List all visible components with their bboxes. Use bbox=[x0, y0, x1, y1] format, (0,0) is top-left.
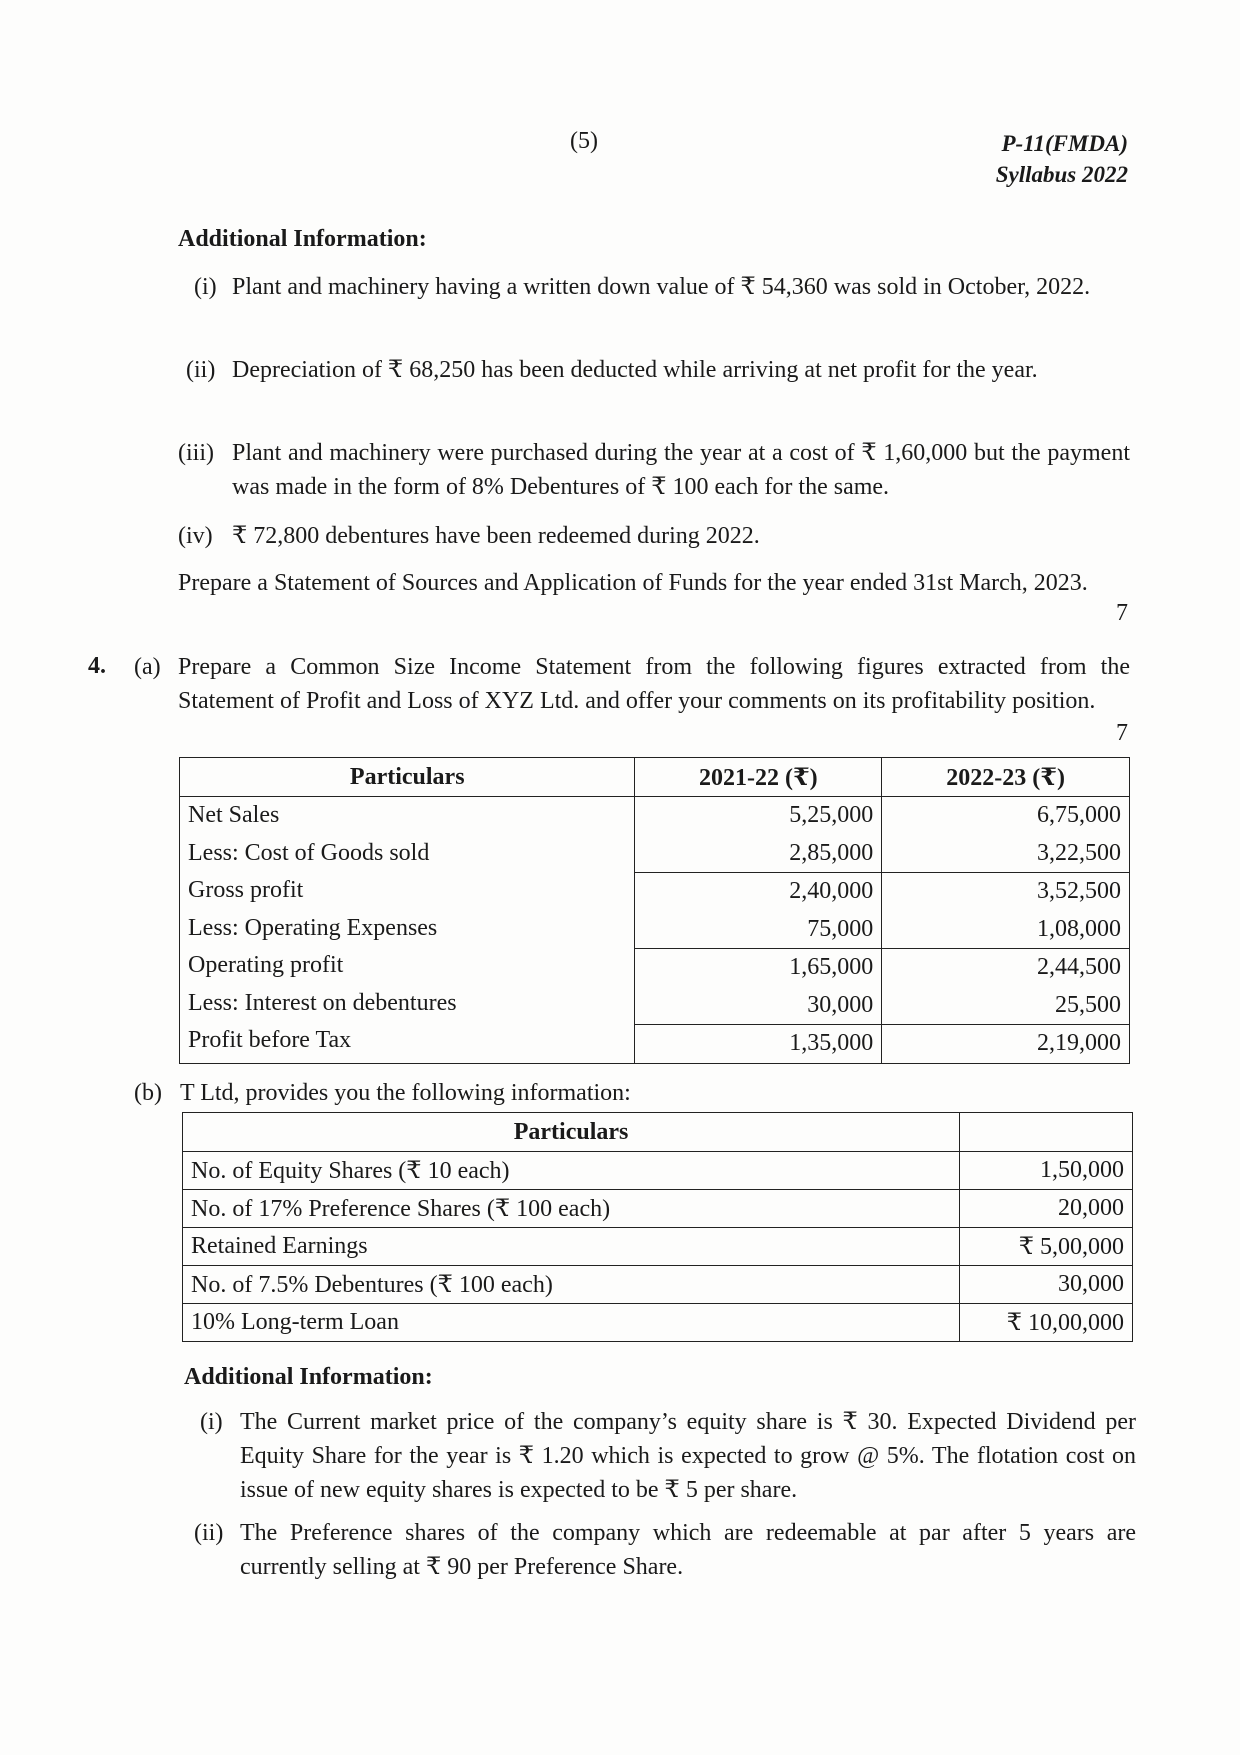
table-row bbox=[183, 1152, 1133, 1190]
info-item-b2 bbox=[194, 1516, 1136, 1586]
value: 2,40,000 bbox=[789, 878, 874, 904]
part-b-label: (b) bbox=[134, 1080, 162, 1106]
row-label: No. of 17% Preference Shares (₹ 100 each) bbox=[183, 1190, 960, 1228]
row-value: 20,000 bbox=[960, 1190, 1133, 1228]
value: 1,65,000 bbox=[789, 954, 874, 980]
table-row bbox=[183, 1266, 1133, 1304]
row-label: Retained Earnings bbox=[183, 1228, 960, 1266]
value: 25,500 bbox=[1055, 991, 1121, 1018]
header-particulars: Particulars bbox=[183, 1113, 960, 1152]
additional-info-heading-b: Additional Information: bbox=[184, 1364, 433, 1390]
value-cell bbox=[635, 1025, 882, 1064]
row-label: Less: Operating Expenses bbox=[188, 914, 438, 941]
value-cell bbox=[635, 797, 882, 873]
row-label: Less: Cost of Goods sold bbox=[188, 839, 430, 866]
info-item-label: (iii) bbox=[178, 440, 214, 466]
value: 5,25,000 bbox=[789, 802, 874, 828]
header-2021-22: 2021-22 (₹) bbox=[635, 758, 882, 797]
value-cell bbox=[882, 1025, 1130, 1064]
row-label: Net Sales bbox=[188, 802, 280, 828]
particulars-column bbox=[180, 797, 635, 1064]
header-value bbox=[960, 1113, 1133, 1152]
paper-code-block bbox=[996, 128, 1128, 190]
value: 2,85,000 bbox=[789, 839, 874, 866]
part-a-label: (a) bbox=[134, 654, 161, 680]
info-item-b1 bbox=[194, 1405, 1136, 1509]
table-row-group-1 bbox=[180, 797, 1130, 873]
row-label: No. of 7.5% Debentures (₹ 100 each) bbox=[183, 1266, 960, 1304]
row-label: 10% Long-term Loan bbox=[183, 1304, 960, 1342]
question-number: 4. bbox=[88, 653, 106, 679]
syllabus-label: Syllabus 2022 bbox=[995, 162, 1128, 187]
info-item-text: The Current market price of the company’s equity share is ₹ 30. Expected Dividend per Equity Share for the year is ₹ 1.20 which is expected to grow @ 5%. The flotation cost on issue of new equity shares is expected to be ₹ 5 per share. bbox=[240, 1409, 1136, 1503]
value: 3,52,500 bbox=[1037, 878, 1121, 904]
marks: 7 bbox=[1116, 720, 1128, 746]
info-item-4 bbox=[178, 519, 1130, 555]
value: 1,35,000 bbox=[789, 1030, 874, 1056]
info-item-label: (i) bbox=[194, 274, 217, 300]
value-cell bbox=[882, 873, 1130, 949]
info-item-1 bbox=[178, 270, 1130, 340]
row-value: ₹ 10,00,000 bbox=[960, 1304, 1133, 1342]
info-item-label: (ii) bbox=[194, 1520, 224, 1546]
row-label: Gross profit bbox=[188, 877, 304, 903]
part-b-text: T Ltd, provides you the following information: bbox=[180, 1080, 631, 1106]
row-value: ₹ 5,00,000 bbox=[960, 1228, 1133, 1266]
value: 1,08,000 bbox=[1037, 915, 1121, 942]
row-label: Operating profit bbox=[188, 952, 344, 978]
value: 6,75,000 bbox=[1037, 802, 1121, 828]
header-particulars: Particulars bbox=[180, 758, 635, 797]
info-item-text: The Preference shares of the company which are redeemable at par after 5 years are currently selling at ₹ 90 per Preference Share. bbox=[240, 1520, 1136, 1580]
info-item-text: Plant and machinery having a written down value of ₹ 54,360 was sold in October, 2022. bbox=[232, 274, 1091, 300]
value-cell bbox=[882, 797, 1130, 873]
value-cell bbox=[635, 949, 882, 1025]
value-cell bbox=[635, 873, 882, 949]
info-item-text: Plant and machinery were purchased during the year at a cost of ₹ 1,60,000 but the payment was made in the form of 8% Debentures of ₹ 100 each for the same. bbox=[232, 440, 1130, 500]
row-label: Profit before Tax bbox=[188, 1027, 352, 1053]
marks: 7 bbox=[1116, 600, 1128, 626]
header-2022-23: 2022-23 (₹) bbox=[882, 758, 1130, 797]
row-label: No. of Equity Shares (₹ 10 each) bbox=[183, 1152, 960, 1190]
table-row bbox=[183, 1190, 1133, 1228]
table-row bbox=[183, 1304, 1133, 1342]
info-item-2 bbox=[178, 353, 1130, 423]
row-label: Less: Interest on debentures bbox=[188, 989, 457, 1016]
income-statement-table bbox=[179, 757, 1130, 1064]
page-number: (5) bbox=[570, 128, 598, 154]
value: 30,000 bbox=[807, 991, 874, 1018]
instruction-text: Prepare a Statement of Sources and Application of Funds for the year ended 31st March, 2023. bbox=[178, 570, 1088, 596]
value: 3,22,500 bbox=[1037, 839, 1121, 866]
info-item-label: (ii) bbox=[186, 357, 216, 383]
info-item-label: (iv) bbox=[178, 523, 213, 549]
table-row bbox=[183, 1228, 1133, 1266]
value: 2,19,000 bbox=[1037, 1030, 1121, 1056]
part-a-text: Prepare a Common Size Income Statement from the following figures extracted from the Statement of Profit and Loss of XYZ Ltd. and offer your comments on its profitability position. bbox=[178, 654, 1130, 714]
info-item-text: ₹ 72,800 debentures have been redeemed during 2022. bbox=[232, 523, 760, 549]
additional-info-heading: Additional Information: bbox=[178, 226, 427, 252]
capital-structure-table bbox=[182, 1112, 1133, 1342]
value: 75,000 bbox=[807, 915, 874, 942]
value-cell bbox=[882, 949, 1130, 1025]
info-item-3 bbox=[178, 436, 1130, 506]
info-item-text: Depreciation of ₹ 68,250 has been deducted while arriving at net profit for the year. bbox=[232, 357, 1038, 383]
row-value: 1,50,000 bbox=[960, 1152, 1133, 1190]
row-value: 30,000 bbox=[960, 1266, 1133, 1304]
paper-code: P-11(FMDA) bbox=[1001, 131, 1128, 156]
value: 2,44,500 bbox=[1037, 954, 1121, 980]
info-item-label: (i) bbox=[200, 1409, 223, 1435]
